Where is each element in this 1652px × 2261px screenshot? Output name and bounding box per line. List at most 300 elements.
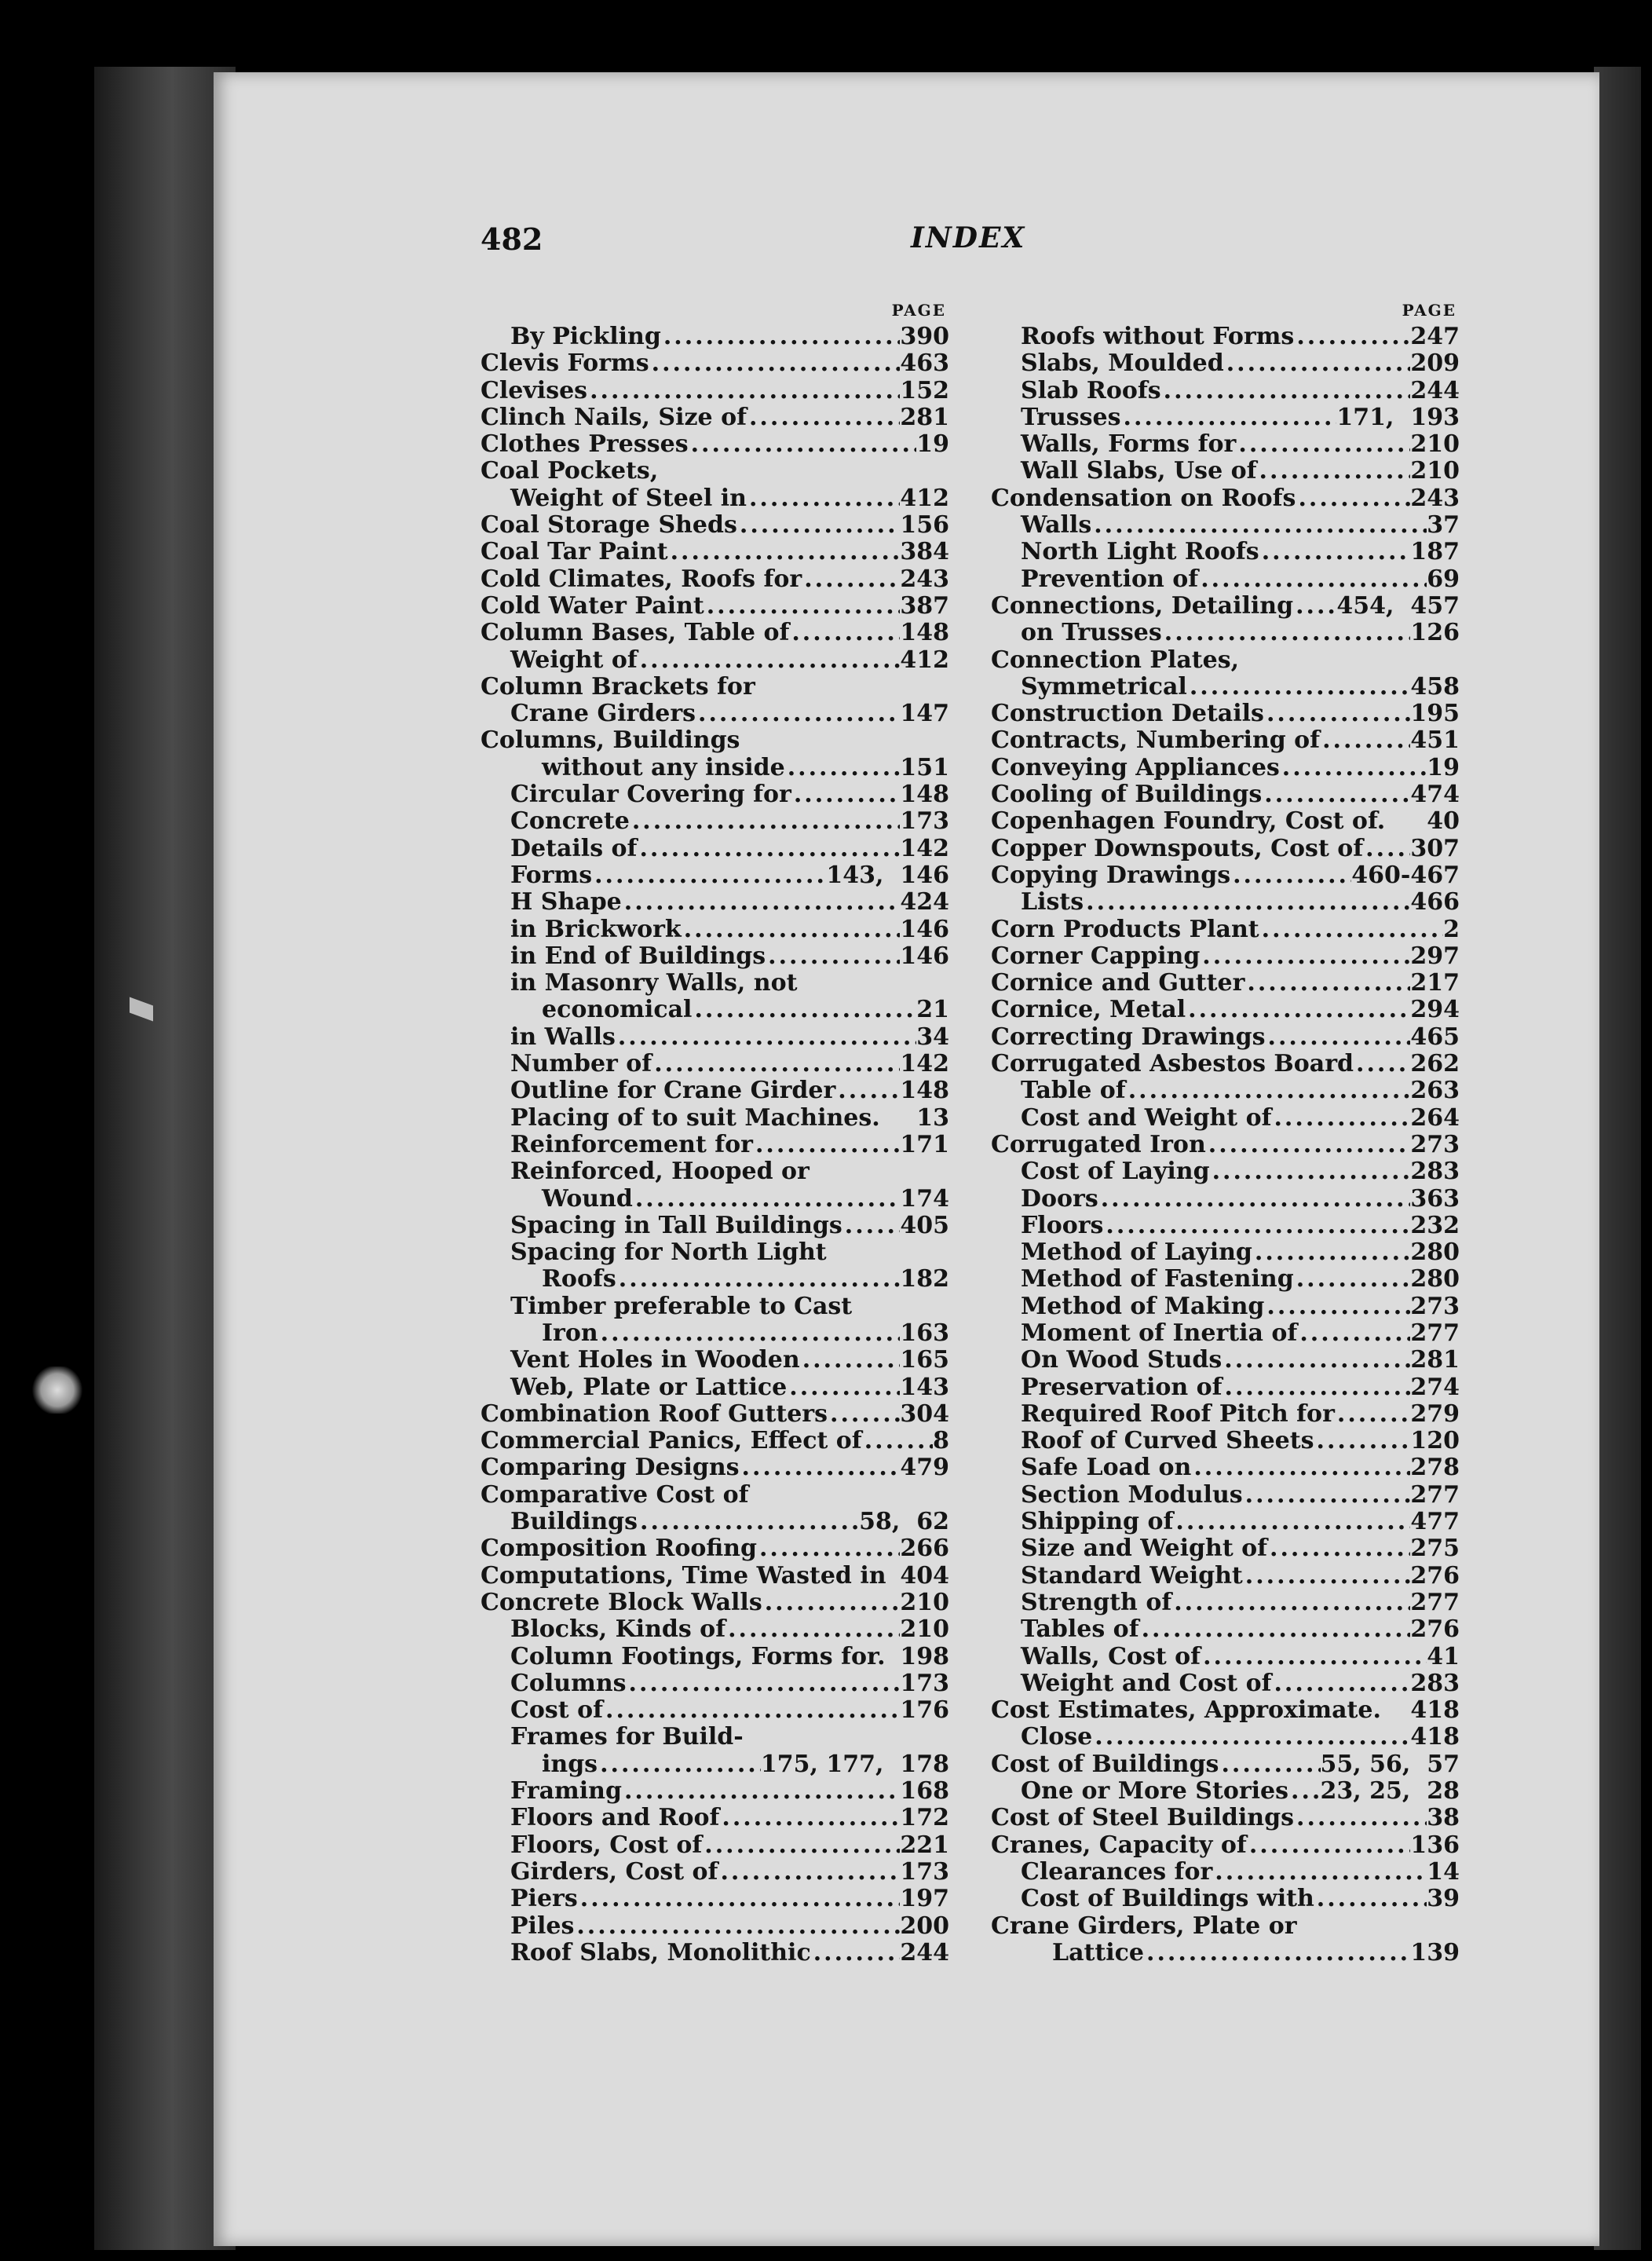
index-entry-page: 41 bbox=[1427, 1642, 1460, 1670]
index-entry bbox=[991, 1347, 1460, 1374]
index-entry bbox=[481, 1105, 949, 1132]
leader-dots bbox=[835, 1077, 900, 1104]
index-entry bbox=[481, 674, 949, 701]
index-entry-term: Moment of Inertia of bbox=[1021, 1319, 1298, 1347]
leader-dots bbox=[1243, 1563, 1411, 1590]
index-entry bbox=[991, 404, 1460, 431]
leader-dots bbox=[1206, 1132, 1411, 1158]
index-entry-term: Roofs bbox=[542, 1265, 616, 1293]
index-entry bbox=[481, 727, 949, 754]
leader-dots bbox=[603, 1697, 900, 1724]
index-entry bbox=[481, 781, 949, 808]
leader-dots bbox=[1252, 1239, 1410, 1266]
index-entry bbox=[481, 943, 949, 970]
page-column-label: PAGE bbox=[1402, 301, 1456, 320]
index-entry-page: 384 bbox=[900, 538, 949, 566]
index-entry-page: 276 bbox=[1410, 1615, 1460, 1644]
index-entry bbox=[991, 324, 1460, 350]
index-entry-term: Corn Products Plant bbox=[991, 915, 1259, 943]
index-entry-page: 465 bbox=[1410, 1023, 1460, 1051]
leader-dots bbox=[842, 1213, 901, 1239]
index-entry-term: Copying Drawings bbox=[991, 861, 1231, 889]
index-entry bbox=[481, 1697, 949, 1724]
index-entry-page: 474 bbox=[1410, 781, 1460, 809]
index-entry-term: Slab Roofs bbox=[1021, 376, 1161, 404]
index-entry-page: 244 bbox=[1410, 376, 1460, 404]
index-entry-page: 277 bbox=[1410, 1588, 1460, 1616]
index-entry-term: Required Roof Pitch for bbox=[1021, 1399, 1335, 1428]
index-entry-term: Roof of Curved Sheets bbox=[1021, 1427, 1314, 1455]
index-entry bbox=[481, 539, 949, 565]
index-entry-term: Cranes, Capacity of bbox=[991, 1831, 1247, 1859]
index-entry-page: 210 bbox=[900, 1588, 949, 1616]
index-entry bbox=[481, 1616, 949, 1643]
index-entry bbox=[991, 889, 1460, 916]
index-entry bbox=[991, 620, 1460, 646]
leader-dots bbox=[1162, 620, 1411, 646]
leader-dots bbox=[649, 350, 901, 377]
index-entry bbox=[481, 1024, 949, 1051]
leader-dots bbox=[789, 620, 900, 646]
leader-dots bbox=[1296, 485, 1410, 512]
index-entry bbox=[991, 1590, 1460, 1616]
index-entry-page: 38 bbox=[1427, 1804, 1460, 1832]
index-entry-page: 21 bbox=[916, 996, 949, 1024]
leader-dots bbox=[1091, 512, 1427, 539]
index-entry-page: 174 bbox=[900, 1184, 949, 1213]
index-entry-term: Cost of Steel Buildings bbox=[991, 1804, 1294, 1832]
leader-dots bbox=[1200, 943, 1410, 970]
index-entry bbox=[481, 755, 949, 781]
index-entry-page: 404 bbox=[900, 1561, 949, 1590]
index-entry-page: 274 bbox=[1410, 1373, 1460, 1401]
index-entry-term: Standard Weight bbox=[1021, 1561, 1243, 1590]
index-entry-term: Details of bbox=[510, 834, 638, 862]
index-entry bbox=[991, 1293, 1460, 1320]
index-entry-page: 243 bbox=[900, 565, 949, 593]
index-entry bbox=[991, 943, 1460, 970]
index-entry-term: in Masonry Walls, not bbox=[510, 969, 798, 997]
index-entry bbox=[481, 593, 949, 620]
index-entry-term: North Light Roofs bbox=[1021, 538, 1259, 566]
index-entry-term: Timber preferable to Cast bbox=[510, 1292, 853, 1320]
leader-dots bbox=[668, 539, 901, 565]
index-entry bbox=[481, 1051, 949, 1077]
index-entry-term: Trusses bbox=[1021, 403, 1121, 431]
leader-dots bbox=[1222, 1347, 1410, 1374]
index-entry-page: 479 bbox=[900, 1454, 949, 1482]
leader-dots bbox=[737, 512, 900, 539]
index-entry-page: 278 bbox=[1410, 1454, 1460, 1482]
leader-dots bbox=[1198, 566, 1427, 593]
page-title: INDEX bbox=[911, 221, 1026, 254]
index-entry bbox=[991, 1697, 1460, 1724]
leader-dots bbox=[1092, 1724, 1410, 1751]
index-entry-term: Method of Laying bbox=[1021, 1238, 1252, 1267]
index-entry bbox=[991, 1051, 1460, 1077]
index-entry bbox=[991, 593, 1460, 620]
index-entry bbox=[991, 1644, 1460, 1670]
index-entry bbox=[481, 1913, 949, 1940]
leader-dots bbox=[702, 1832, 900, 1859]
index-entry bbox=[991, 1158, 1460, 1185]
index-entry-page: 148 bbox=[900, 619, 949, 647]
index-entry-page: 142 bbox=[900, 1050, 949, 1078]
index-entry bbox=[481, 458, 949, 485]
index-entry-page: 136 bbox=[1410, 1831, 1460, 1859]
leader-dots bbox=[1293, 593, 1336, 620]
index-entry-term: Girders, Cost of bbox=[510, 1857, 718, 1886]
leader-dots bbox=[1264, 701, 1410, 727]
index-entry-page: 40 bbox=[1427, 807, 1460, 836]
index-entry-term: without any inside bbox=[542, 753, 785, 781]
index-entry-term: Cold Water Paint bbox=[481, 591, 704, 620]
index-entry-term: Cornice and Gutter bbox=[991, 969, 1245, 997]
index-entry bbox=[991, 1616, 1460, 1643]
leader-dots bbox=[1363, 836, 1410, 862]
index-entry-term: in End of Buildings bbox=[510, 942, 766, 970]
leader-dots bbox=[1173, 1509, 1410, 1535]
index-entry-page: 146 bbox=[900, 942, 949, 970]
leader-dots bbox=[689, 431, 917, 458]
index-entry-term: Web, Plate or Lattice bbox=[510, 1373, 788, 1401]
index-entry-term: Crane Girders bbox=[510, 700, 696, 728]
index-entry bbox=[991, 1401, 1460, 1428]
index-entry-term: Strength of bbox=[1021, 1588, 1172, 1616]
index-entry bbox=[481, 324, 949, 350]
index-entry bbox=[991, 808, 1460, 835]
leader-dots bbox=[1267, 1535, 1410, 1562]
index-entry-term: Walls bbox=[1021, 511, 1092, 540]
index-entry bbox=[991, 485, 1460, 512]
leader-dots bbox=[1257, 458, 1411, 485]
index-entry-page: 283 bbox=[1410, 1669, 1460, 1697]
index-entry-term: Roofs without Forms bbox=[1021, 323, 1295, 350]
index-entry-page: 126 bbox=[1410, 619, 1460, 647]
index-entry-term: Cost of Buildings bbox=[991, 1750, 1219, 1778]
index-entry-term: Columns, Buildings bbox=[481, 726, 740, 755]
index-entry-page: 19 bbox=[916, 430, 949, 459]
index-entry bbox=[991, 1832, 1460, 1859]
index-entry bbox=[481, 1428, 949, 1454]
index-entry-term: One or More Stories bbox=[1021, 1777, 1289, 1806]
leader-dots bbox=[1186, 997, 1410, 1023]
index-entry-page: 147 bbox=[900, 700, 949, 728]
leader-dots bbox=[1212, 1859, 1427, 1886]
index-entry-term: Conveying Appliances bbox=[991, 753, 1280, 781]
leader-dots bbox=[1354, 1051, 1410, 1077]
leader-dots bbox=[630, 808, 901, 835]
index-entry-term: Clevises bbox=[481, 376, 588, 404]
index-entry-page: 460-467 bbox=[1351, 861, 1460, 889]
index-entry bbox=[991, 862, 1460, 889]
index-entry-page: 171 bbox=[900, 1130, 949, 1158]
index-entry-term: Preservation of bbox=[1021, 1373, 1223, 1401]
leader-dots bbox=[638, 647, 901, 674]
index-entry-page: 387 bbox=[900, 591, 949, 620]
index-entry bbox=[991, 1077, 1460, 1104]
index-entry-page: 466 bbox=[1410, 888, 1460, 916]
index-entry bbox=[481, 808, 949, 835]
index-entry-page: 280 bbox=[1410, 1238, 1460, 1267]
index-entry-page: 273 bbox=[1410, 1130, 1460, 1158]
index-entry bbox=[991, 970, 1460, 997]
index-entry-term: Clevis Forms bbox=[481, 349, 649, 378]
index-entry bbox=[481, 1293, 949, 1320]
index-entry-page: 120 bbox=[1410, 1427, 1460, 1455]
index-entry-term: economical bbox=[542, 996, 693, 1024]
index-entry-term: Cornice, Metal bbox=[991, 996, 1186, 1024]
leader-dots bbox=[661, 324, 901, 350]
leader-dots bbox=[725, 1616, 900, 1643]
leader-dots bbox=[598, 1751, 761, 1778]
index-entry-term: Floors, Cost of bbox=[510, 1831, 703, 1859]
index-entry-term: Weight and Cost of bbox=[1021, 1669, 1272, 1697]
index-entry bbox=[481, 1320, 949, 1347]
index-entry-page: 173 bbox=[900, 807, 949, 836]
index-entry-page: 244 bbox=[900, 1938, 949, 1966]
index-entry-term: Frames for Build- bbox=[510, 1723, 744, 1751]
leader-dots bbox=[578, 1886, 901, 1912]
leader-dots bbox=[1098, 1186, 1411, 1213]
leader-dots bbox=[1266, 1024, 1411, 1051]
index-entry-page: 210 bbox=[1410, 430, 1460, 459]
index-entry-term: Shipping of bbox=[1021, 1508, 1174, 1536]
index-entry-term: Cost Estimates, Approximate. bbox=[991, 1696, 1381, 1725]
index-entry-page: 424 bbox=[900, 888, 949, 916]
index-entry-page: 2 bbox=[1443, 915, 1460, 943]
index-entry-page: 277 bbox=[1410, 1319, 1460, 1347]
index-entry-page: 412 bbox=[900, 484, 949, 512]
index-entry-page: 37 bbox=[1427, 511, 1460, 540]
index-entry bbox=[481, 1778, 949, 1805]
leader-dots bbox=[828, 1401, 900, 1428]
leader-dots bbox=[766, 943, 900, 970]
index-entry-term: Column Brackets for bbox=[481, 672, 755, 701]
index-entry-term: Coal Tar Paint bbox=[481, 538, 668, 566]
leader-dots bbox=[1224, 350, 1411, 377]
index-entry-page: 195 bbox=[1410, 700, 1460, 728]
index-entry-term: Commercial Panics, Effect of bbox=[481, 1427, 862, 1455]
index-entry bbox=[991, 1105, 1460, 1132]
index-entry bbox=[991, 781, 1460, 808]
index-entry-term: Corrugated Asbestos Board bbox=[991, 1050, 1354, 1078]
index-entry-page: 264 bbox=[1410, 1103, 1460, 1132]
leader-dots bbox=[1271, 1105, 1410, 1132]
index-entry bbox=[991, 1913, 1460, 1940]
leader-dots bbox=[811, 1940, 901, 1966]
index-entry-page: 281 bbox=[1410, 1346, 1460, 1374]
index-entry-page: 198 bbox=[900, 1642, 949, 1670]
index-entry bbox=[481, 916, 949, 943]
index-entry-page: 390 bbox=[900, 323, 949, 350]
index-entry bbox=[991, 1724, 1460, 1751]
index-entry-term: Blocks, Kinds of bbox=[510, 1615, 726, 1644]
index-entry bbox=[481, 1186, 949, 1213]
index-entry-term: Section Modulus bbox=[1021, 1480, 1243, 1509]
index-entry bbox=[991, 674, 1460, 701]
leader-dots bbox=[1294, 1266, 1411, 1293]
index-entry bbox=[481, 1859, 949, 1886]
index-entry-term: Number of bbox=[510, 1050, 652, 1078]
index-entry-term: Framing bbox=[510, 1777, 622, 1806]
index-entry-term: H Shape bbox=[510, 888, 622, 916]
index-entry-term: Column Footings, Forms for. bbox=[510, 1642, 886, 1670]
index-entry-page: 176 bbox=[900, 1696, 949, 1725]
index-entry-term: Clinch Nails, Size of bbox=[481, 403, 747, 431]
index-entry-term: Placing of to suit Machines. bbox=[510, 1103, 880, 1132]
index-entry bbox=[481, 647, 949, 674]
index-entry bbox=[481, 1454, 949, 1481]
leader-dots bbox=[574, 1913, 900, 1940]
index-entry bbox=[481, 1401, 949, 1428]
index-entry-term: Contracts, Numbering of bbox=[991, 726, 1321, 755]
index-entry-page: 187 bbox=[1410, 538, 1460, 566]
index-entry-page: 463 bbox=[900, 349, 949, 378]
leader-dots bbox=[633, 1186, 901, 1213]
index-entry bbox=[991, 566, 1460, 593]
leader-dots bbox=[592, 862, 826, 889]
index-entry-term: Copper Downspouts, Cost of bbox=[991, 834, 1364, 862]
index-entry-page: 458 bbox=[1410, 672, 1460, 701]
index-entry bbox=[991, 727, 1460, 754]
index-entry bbox=[991, 1751, 1460, 1778]
leader-dots bbox=[785, 755, 901, 781]
index-entry-page: 58, 62 bbox=[859, 1508, 949, 1536]
index-entry bbox=[991, 1670, 1460, 1697]
index-entry bbox=[481, 1805, 949, 1831]
index-entry bbox=[991, 1482, 1460, 1509]
index-entry bbox=[481, 1590, 949, 1616]
index-entry-term: Prevention of bbox=[1021, 565, 1199, 593]
leader-dots bbox=[1243, 1482, 1411, 1509]
index-entry bbox=[991, 1239, 1460, 1266]
index-entry-term: Cost of Buildings with bbox=[1021, 1885, 1314, 1913]
index-entry bbox=[991, 378, 1460, 404]
index-entry bbox=[481, 1535, 949, 1562]
index-entry-page: 34 bbox=[916, 1023, 949, 1051]
index-entry bbox=[991, 512, 1460, 539]
index-entry-term: in Brickwork bbox=[510, 915, 682, 943]
index-entry-term: Weight of bbox=[510, 646, 638, 674]
index-entry-term: Crane Girders, Plate or bbox=[991, 1912, 1297, 1940]
leader-dots bbox=[1126, 1077, 1411, 1104]
index-entry bbox=[481, 1239, 949, 1266]
index-entry-term: Comparing Designs bbox=[481, 1454, 740, 1482]
index-entry-term: Combination Roof Gutters bbox=[481, 1399, 828, 1428]
leader-dots bbox=[1210, 1158, 1411, 1185]
index-entry-page: 151 bbox=[900, 753, 949, 781]
index-entry bbox=[481, 566, 949, 593]
index-entry-term: Lists bbox=[1021, 888, 1084, 916]
index-entry bbox=[991, 836, 1460, 862]
index-entry-term: Connection Plates, bbox=[991, 646, 1240, 674]
index-entry-term: Cost of bbox=[510, 1696, 603, 1725]
index-entry bbox=[481, 1670, 949, 1697]
index-entry-term: Safe Load on bbox=[1021, 1454, 1192, 1482]
index-entry-term: Iron bbox=[542, 1319, 598, 1347]
book-edge bbox=[1594, 67, 1641, 2250]
index-entry-term: Coal Pockets, bbox=[481, 457, 659, 485]
index-entry bbox=[481, 1563, 949, 1590]
leader-dots bbox=[1247, 1832, 1411, 1859]
index-entry-page: 221 bbox=[900, 1831, 949, 1859]
leader-dots bbox=[802, 566, 900, 593]
leader-dots bbox=[1191, 1454, 1410, 1481]
index-entry-term: Correcting Drawings bbox=[991, 1023, 1266, 1051]
index-entry-term: Reinforced, Hooped or bbox=[510, 1158, 810, 1186]
index-entry bbox=[991, 1805, 1460, 1831]
index-entry-term: Forms bbox=[510, 861, 593, 889]
index-entry-term: Method of Making bbox=[1021, 1292, 1265, 1320]
index-entry-term: Concrete Block Walls bbox=[481, 1588, 762, 1616]
index-entry bbox=[481, 997, 949, 1023]
index-entry-term: ings bbox=[542, 1750, 598, 1778]
index-entry bbox=[991, 1454, 1460, 1481]
leader-dots bbox=[1314, 1886, 1427, 1912]
leader-dots bbox=[682, 916, 901, 943]
index-entry-page: 14 bbox=[1427, 1857, 1460, 1886]
index-entry-term: Roof Slabs, Monolithic bbox=[510, 1938, 811, 1966]
index-entry-page: 142 bbox=[900, 834, 949, 862]
index-entry-page: 210 bbox=[900, 1615, 949, 1644]
leader-dots bbox=[800, 1347, 901, 1374]
index-entry-page: 277 bbox=[1410, 1480, 1460, 1509]
leader-dots bbox=[1223, 1374, 1411, 1401]
index-entry bbox=[481, 836, 949, 862]
index-entry-term: Columns bbox=[510, 1669, 627, 1697]
leader-dots bbox=[622, 1778, 900, 1805]
index-entry bbox=[991, 1132, 1460, 1158]
index-entry bbox=[481, 1751, 949, 1778]
page-header bbox=[481, 221, 1030, 269]
index-entry-term: On Wood Studs bbox=[1021, 1346, 1223, 1374]
left-index-column bbox=[481, 297, 949, 1966]
index-entry-page: 143, 146 bbox=[826, 861, 949, 889]
index-entry-page: 279 bbox=[1410, 1399, 1460, 1428]
leader-dots bbox=[638, 1509, 859, 1535]
index-entry-term: Lattice bbox=[1052, 1938, 1144, 1966]
index-entry-term: Reinforcement for bbox=[510, 1130, 753, 1158]
index-entry-page: 405 bbox=[900, 1211, 949, 1239]
leader-dots bbox=[1271, 1670, 1410, 1697]
index-entry-term: Weight of Steel in bbox=[510, 484, 747, 512]
index-entry-term: Construction Details bbox=[991, 700, 1264, 728]
index-entry bbox=[481, 701, 949, 727]
leader-dots bbox=[692, 997, 916, 1023]
index-entry-page: 412 bbox=[900, 646, 949, 674]
index-entry-term: Composition Roofing bbox=[481, 1535, 757, 1563]
leader-dots bbox=[1294, 324, 1410, 350]
leader-dots bbox=[652, 1051, 900, 1077]
leader-dots bbox=[1259, 539, 1411, 565]
index-entry-term: Piles bbox=[510, 1912, 575, 1940]
leader-dots bbox=[1144, 1940, 1410, 1966]
index-entry bbox=[991, 1859, 1460, 1886]
index-entry bbox=[991, 1563, 1460, 1590]
index-entry-term: Cost of Laying bbox=[1021, 1158, 1210, 1186]
index-entry-term: Comparative Cost of bbox=[481, 1480, 749, 1509]
index-entry bbox=[991, 458, 1460, 485]
leader-dots bbox=[1335, 1401, 1411, 1428]
index-entry-page: 418 bbox=[1410, 1723, 1460, 1751]
index-entry bbox=[991, 1535, 1460, 1562]
index-entry bbox=[991, 647, 1460, 674]
index-entry bbox=[481, 378, 949, 404]
index-entry-page: 173 bbox=[900, 1857, 949, 1886]
index-entry-page: 210 bbox=[1410, 457, 1460, 485]
index-entry bbox=[481, 1374, 949, 1401]
